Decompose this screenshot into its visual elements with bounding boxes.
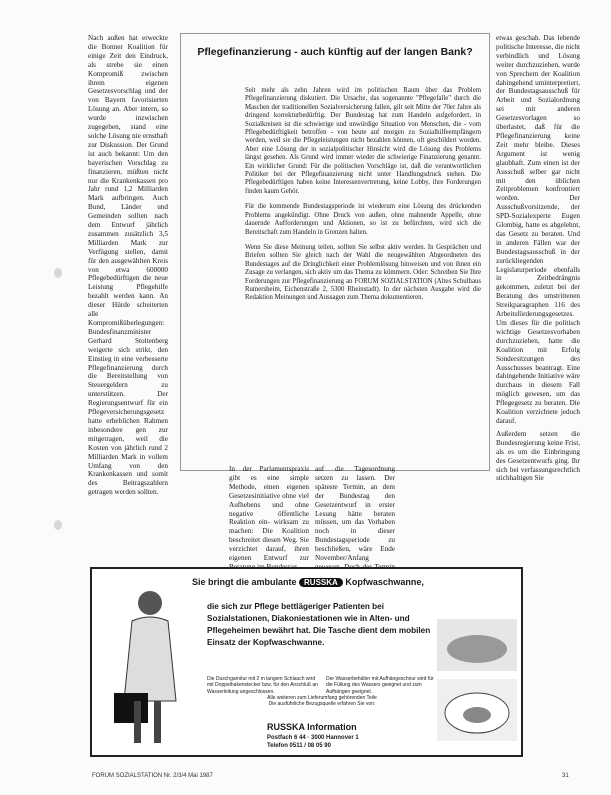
page-number: 31: [562, 773, 569, 779]
paragraph: Außerdem setzen die Bundesregierung keine Frist, als es um die Einbringung des Gesetzentwurfs ging. Ihr sich bei verfassungsrechtlich stichhaltigen Sie: [496, 429, 580, 483]
ad-note: Der Wasserbehälter mit Aufhängeschnur wird für die Füllung des Wassers geeignet und zum Aufhängen geeignet.: [326, 676, 434, 695]
washbasin-photo: [437, 679, 517, 741]
box-paragraph: Für die kommende Bundestagsperiode ist wiederum eine Lösung des drückenden Problems angekündigt. Ohne Druck von außen, ohne mahnende Appelle, ohne dauernde Aufforderungen und Aktionen, so ist zu befürchten, wird sich die Bereitschaft zum Handeln in Grenzen halten.: [245, 203, 481, 236]
box-paragraph: Wenn Sie diese Meinung teilen, sollten Sie selbst aktiv werden. In Gesprächen und Briefen sollten Sie gleich nach der Wahl die neugewählten Abgeordneten des Bundestages auf die Dringlichkeit einer Problemlösung hinweisen und von ihnen ein Zusage zu verlangen, sich aktiv um das Thema zu kümmern. Oder: Schreiben Sie Ihre Forderungen zur Pflegefinanzierung an FORUM SOZIALSTATION (Altes Schulhaus Rumersheim, Eichenstraße 2, 5300 Rheinstadt). In der nächsten Ausgabe wird die Redaktion Meinungen und Aussagen zum Thema dokumentieren.: [245, 243, 481, 302]
paragraph: etwas geschah. Das lebende politische Interesse, die nicht verbindlich und Lösung weiter durchzuziehen, wurde von Sprechern der Koalition dahingehend uminterpretiert, der Bundestagsausschuß für Arbeit und Sozialordnung sei mit anderen Gesetzesvorlagen so überlastet, daß für die Pflegefinanzierung keine Zeit mehr bleibe. Dieses Argument ist wenig glaubhaft. Zum einen ist der Ausschuß selber gar nicht mit den üblichen Zeitproblemen konfrontiert worden. Der Ausschußvorsitzende, der SPD-Sozialexperte Eugen Glombig, hatte es abgelehnt, das Gesetz zu beraten. Und in anderen Fällen war der Bundestagsausschuß in der zurückliegenden Legislaturperiode ebenfalls in Zeitbedrängnis gekommen, zuletzt bei der Beratung des umstrittenen Streikparagraphen 116 des Arbeitsförderungsgesetzes. Um dieses für die politisch wichtige Gesetzesvorhaben durchzuziehen, hatte die Koalition mit Erfolg Sondersitzungen des Ausschusses beantragt. Eine dahingehende Initiative wäre durchaus in diesem Fall möglich gewesen, um das Pflegegesetz zu beraten. Die Koalition verzichtete jedoch darauf.: [496, 34, 580, 425]
article-column-left: [88, 34, 168, 501]
nurse-illustration: [110, 581, 188, 751]
punch-hole: [54, 268, 62, 278]
ad-note: Die ausführliche Bezugsquelle erfahren Sie von:: [268, 701, 376, 708]
advertisement: [90, 567, 523, 757]
ad-lead: die sich zur Pflege bettlägeriger Patienten bei Sozialstationen, Diakoniestationen wie in Alten- und Pflegeheimen bewährt hat. Die Tasche dient dem mobilen Einsatz der Kopfwaschwanne.: [207, 602, 431, 647]
ad-company: RUSSKA Information: [267, 722, 357, 732]
washbasin-photo: [437, 619, 517, 671]
punch-hole: [54, 520, 62, 530]
paragraph: Nach außen hat erweckte die Bonner Koalition für einige Zeit den Eindruck, als strebe sie einen Kompromiß zwischen ihrem eigenen Gesetzesvorschlag und der von Bayern favorisierten Lösung an. Aber intern, so wurde inzwischen zugegeben, stand eine solche Lösung nie ernsthaft zur Diskussion. Der Grund ist auch bekannt: Um den bayerischen Vorschlag zu finanzieren, müßten nicht nur die Krankenkassen pro Jahr rund 1,2 Milliarden Mark aufbringen. Auch Bund, Länder und Gemeinden sollten nach dem Entwurf jährlich zusammen zusätzlich 3,5 Milliarden Mark zur Verfügung stellen, damit für den ausgewählten Kreis von etwa 600000 Pflegebedürftigen die neue Leistung Pflegehilfe bezahlt werden kann. An dieser Hürde scheiterten alle Kompromißüberlegungen: Bundesfinanzminister Gerhard Stoltenberg weigerte sich strikt, den Einstieg in eine verbesserte Pflegefinanzierung durch die Bereitstellung von Steuergeldern zu unterstützen. Der Regierungsentwurf für ein Pflegeversicherungsgesetz hatte erheblichen Rahmen inbesondere gen zur mitgetragen, weil die Kosten von jährlich rund 2 Milliarden Mark in vollem Umfang von den Krankenkassen und somit des Beitragszahlern getragen werden sollten.: [88, 34, 168, 497]
ad-note: Alle weiteren zum Lieferumfang gehörenden Teile: [267, 694, 377, 701]
ad-headline: Sie bringt die ambulante RUSSKA Kopfwaschwanne,: [192, 577, 424, 587]
box-body: [245, 87, 481, 310]
article-column-right: [496, 34, 580, 487]
box-paragraph: Seit mehr als zehn Jahren wird im politischen Raum über das Problem Pflegefinanzierung diskutiert. Die Ursache, das sogenannte "Pflegefalle" durch die Maschen der traditionellen Sozialversicherung fallen, gilt seit Mitte der 70er Jahre als dringend korrekturbedürftig. Der Bundestag hat zum Handeln aufgefordert, in Sozialkreisen ist die schwierige und unwürdige Situation von Menschen, die - vom Pflegebedürftigkeit betroffen - von heute auf morgen zu Sozialhilfeempfängern werden, weil sie die Pflegeleistungen nicht bezahlen können, oft geschildert worden. Aber eine Lösung der in sozialpolitischer Hinsicht wird die Lösung des Problems längst gesehen. Als Grund wird immer wieder die schwierige Finanzierung genannt. Ein wirklicher Grund: Für die politischen Vorschläge ist, daß die verantwortlichen Politiker bei der Pflegefinanzierung nicht unter Handlungsdruck stehen. Die Pflegebedürftigen haben keine Interessenvertretung, keine Lobby, ihre Forderungen finden kaum Gehör.: [245, 87, 481, 195]
article-column-middle-a: [229, 465, 309, 576]
sidebar-box: [180, 33, 490, 471]
paragraph: In der Parlamentspraxis gibt es eine simple Methode, einen eigenen Gesetzesinitiative ohne viel Aufhebens und ohne negative öffentliche Reaktion ein- wirksam zu machen: Die Koalition beschreitet diesen Weg. Sie verzichtet darauf, ihren eigenen Entwurf zur: [229, 465, 309, 563]
brand-badge: RUSSKA: [299, 578, 343, 587]
paragraph: auf die Tagesordnung setzen zu lassen. Der späteste Termin, an dem der Bundestag den Gesetzentwurf in erster Lesung hätte beraten müssen, um das Vorhaben noch in dieser Bundestagsperiode zu beschließen, wäre Ende November/Anfang: [315, 465, 395, 563]
ad-address: Postfach 6 44 · 3000 Hannover 1 Telefon 0511 / 08 05 90: [267, 735, 359, 749]
ad-notes: [207, 676, 437, 707]
box-title: Pflegefinanzierung - auch künftig auf der langen Bank?: [197, 46, 473, 58]
footer-issue: FORUM SOZIALSTATION Nr. 2/3/4 Mai 1987: [92, 773, 213, 779]
ad-note: Die Duschgarnitur mit 2 m langem Schlauch wird mit Doppelhakenstecker bzw. für den Anschluß an Wasserleitung angeschlossen.: [207, 676, 318, 695]
